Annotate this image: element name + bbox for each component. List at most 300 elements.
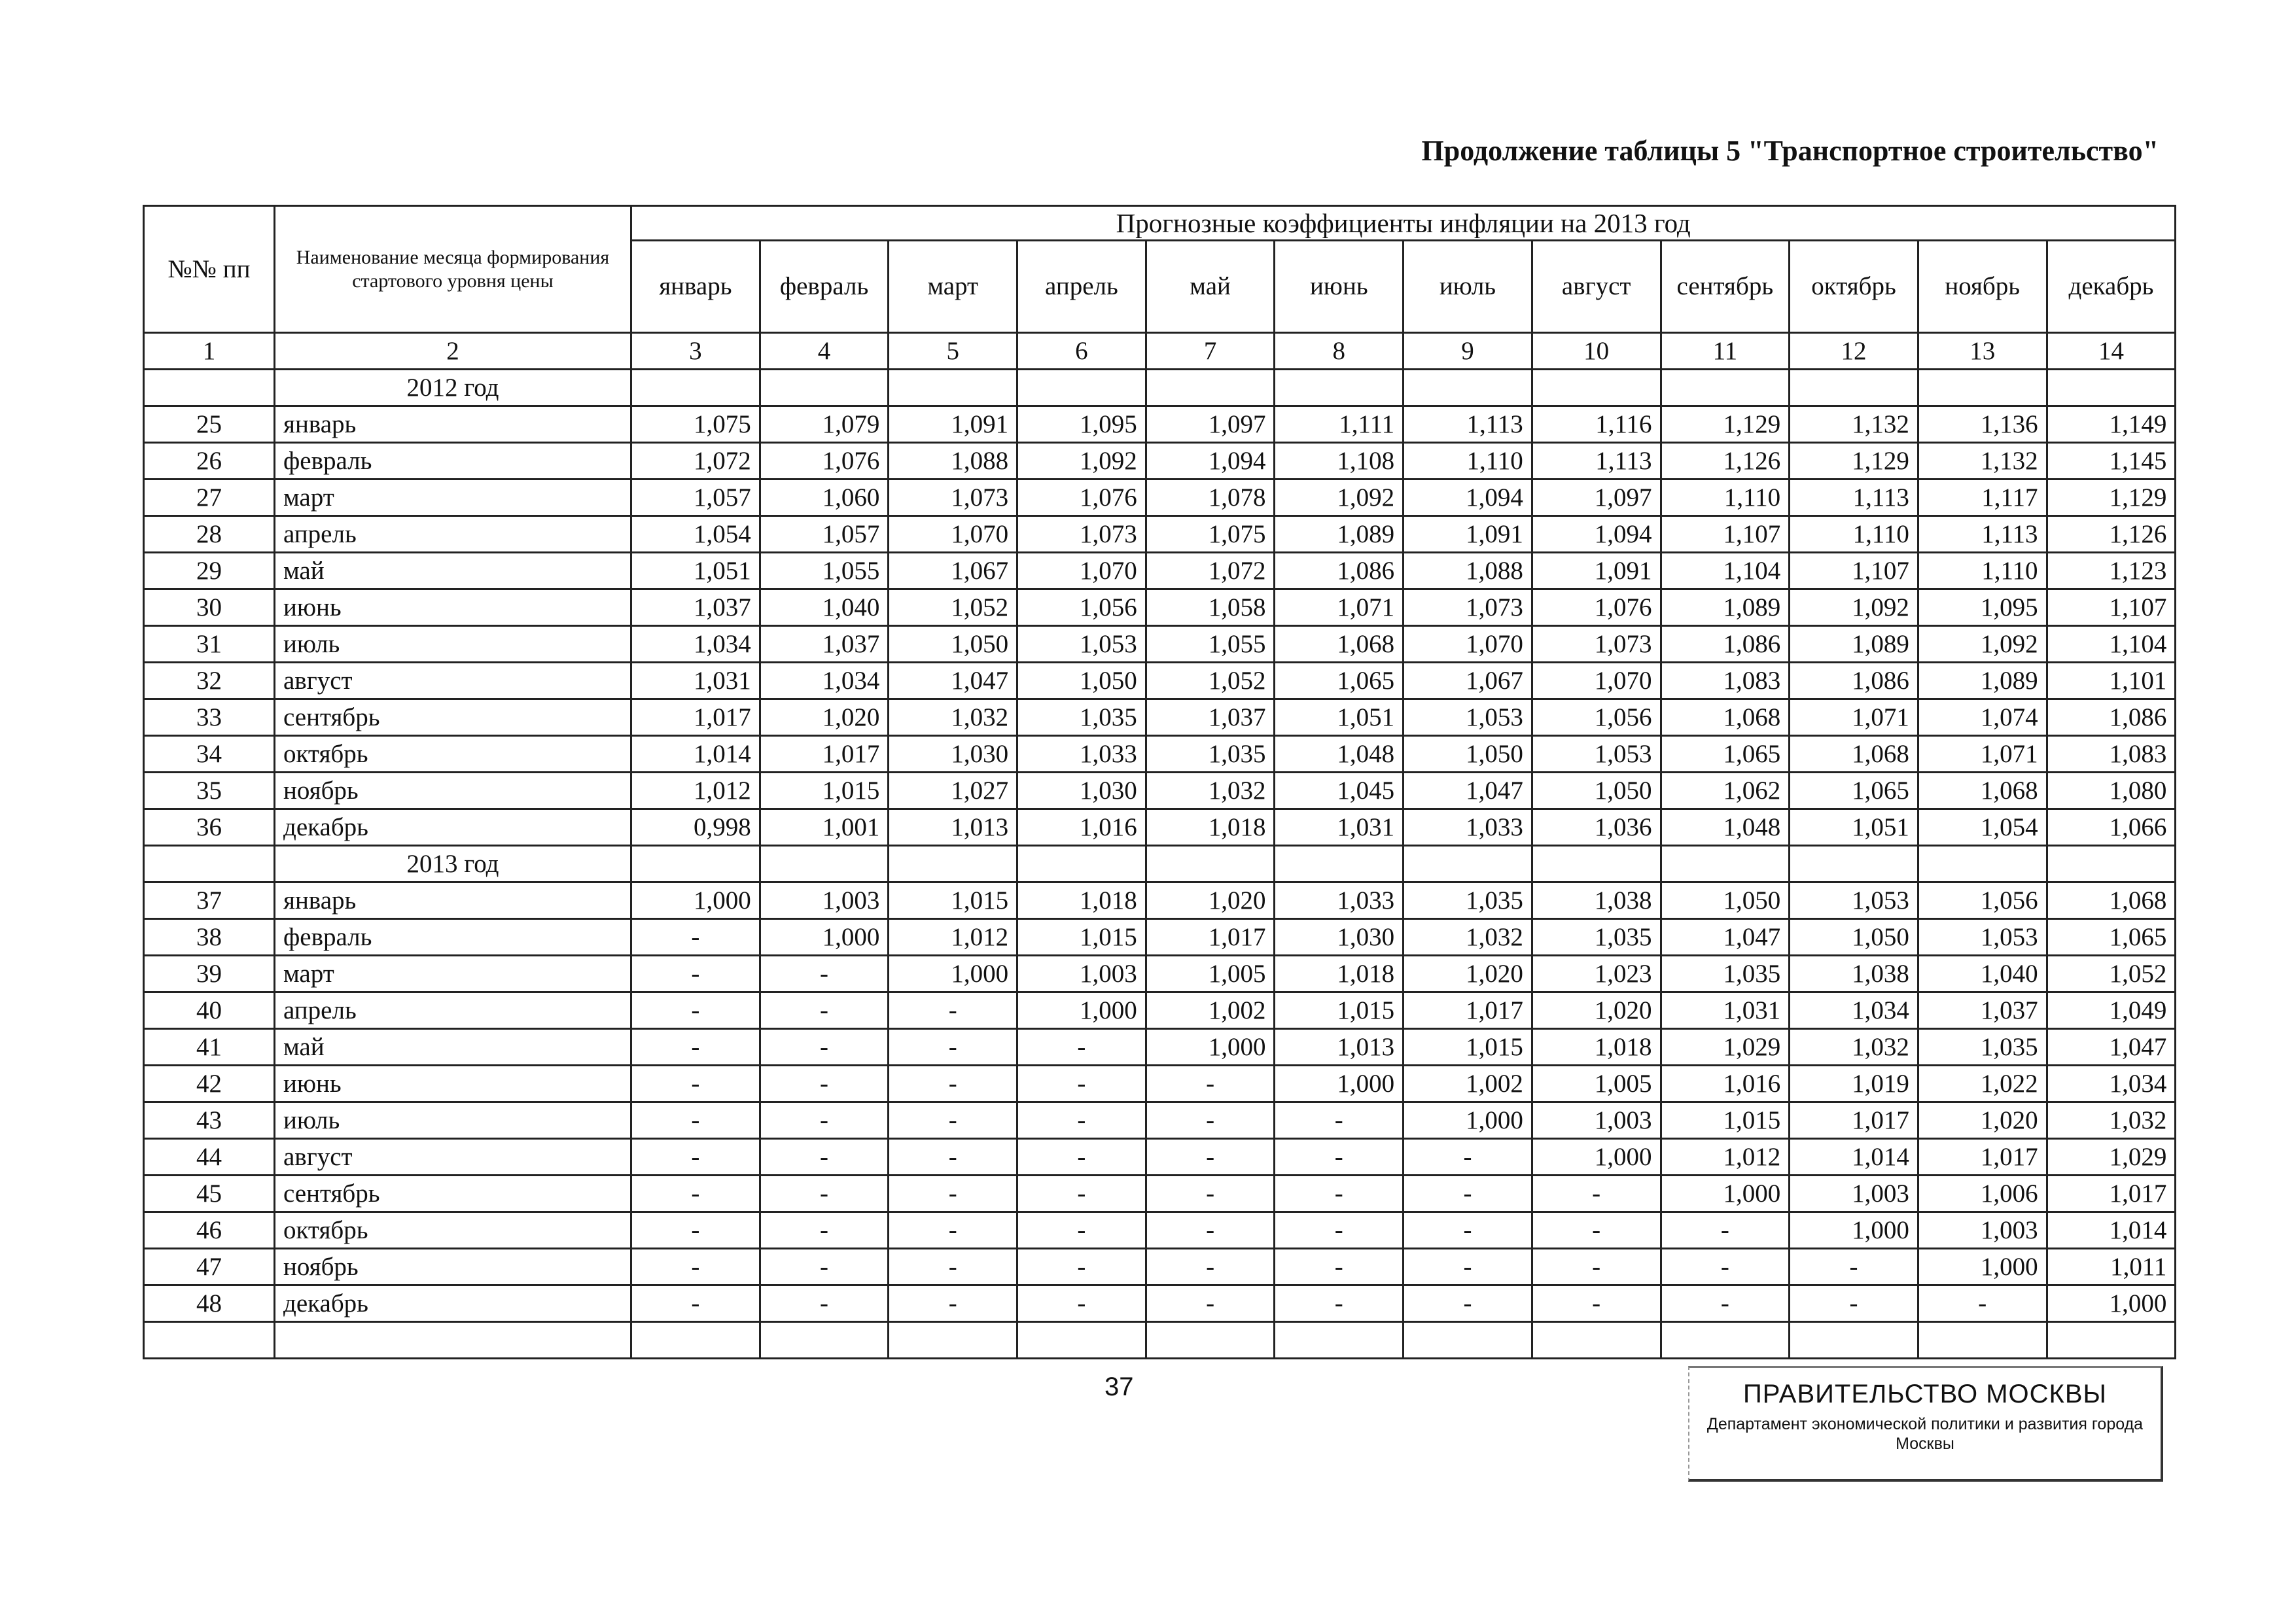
coefficient-cell: 1,113	[1918, 516, 2047, 553]
coefficient-cell: 1,015	[889, 882, 1017, 919]
coefficient-cell: 1,037	[1918, 992, 2047, 1029]
coefficient-cell: 1,097	[1146, 406, 1275, 443]
coefficient-cell: 1,016	[1017, 809, 1146, 846]
coefficient-cell: 1,076	[760, 443, 889, 480]
coefficient-cell: 1,031	[631, 663, 760, 699]
coefficient-cell: 1,053	[1404, 699, 1532, 736]
empty-cell	[2047, 370, 2176, 406]
coefficient-cell: 1,018	[1532, 1029, 1661, 1066]
coefficient-cell: 1,034	[631, 626, 760, 663]
row-number: 46	[144, 1212, 275, 1249]
row-number: 32	[144, 663, 275, 699]
coefficient-cell: 1,050	[1404, 736, 1532, 773]
coefficient-cell: 1,107	[1790, 553, 1918, 589]
coefficient-cell: -	[760, 1102, 889, 1139]
coefficient-cell: -	[760, 1249, 889, 1285]
coefficient-cell: -	[1017, 1285, 1146, 1322]
coefficient-cell: 1,086	[2047, 699, 2176, 736]
coefficient-cell: 1,001	[760, 809, 889, 846]
header-month: апрель	[1017, 241, 1146, 333]
header-month: октябрь	[1790, 241, 1918, 333]
coefficient-cell: -	[760, 1285, 889, 1322]
empty-cell	[1275, 1322, 1404, 1359]
coefficient-cell: 1,005	[1146, 956, 1275, 992]
empty-cell	[1017, 1322, 1146, 1359]
coefficient-cell: 1,089	[1275, 516, 1404, 553]
row-number: 44	[144, 1139, 275, 1176]
coefficient-cell: 1,035	[1146, 736, 1275, 773]
coefficient-cell: 1,107	[1661, 516, 1790, 553]
coefficient-cell: 1,017	[760, 736, 889, 773]
coefficient-cell: 1,071	[1918, 736, 2047, 773]
index-cell: 1	[144, 333, 275, 370]
coefficient-cell: 1,055	[1146, 626, 1275, 663]
coefficient-cell: 1,129	[2047, 480, 2176, 516]
coefficient-cell: 1,110	[1404, 443, 1532, 480]
empty-cell	[1790, 846, 1918, 882]
coefficient-cell: -	[1146, 1066, 1275, 1102]
index-cell: 7	[1146, 333, 1275, 370]
coefficient-cell: 1,003	[1790, 1176, 1918, 1212]
coefficient-cell: 1,058	[1146, 589, 1275, 626]
coefficient-cell: 1,013	[1275, 1029, 1404, 1066]
table-title: Продолжение таблицы 5 "Транспортное строительство"	[1421, 135, 2159, 167]
coefficient-cell: 1,088	[889, 443, 1017, 480]
coefficient-cell: -	[1790, 1249, 1918, 1285]
row-month: май	[275, 553, 631, 589]
table-row	[144, 736, 2176, 773]
coefficient-cell: 1,056	[1017, 589, 1146, 626]
coefficient-cell: -	[631, 1029, 760, 1066]
empty-cell	[631, 1322, 760, 1359]
row-number: 35	[144, 773, 275, 809]
coefficient-cell: -	[1404, 1212, 1532, 1249]
coefficient-cell: 1,012	[889, 919, 1017, 956]
coefficient-cell: 1,062	[1661, 773, 1790, 809]
coefficient-cell: 1,071	[1275, 589, 1404, 626]
coefficient-cell: 1,031	[1661, 992, 1790, 1029]
row-month: июнь	[275, 589, 631, 626]
empty-cell	[1661, 846, 1790, 882]
empty-cell	[2047, 846, 2176, 882]
coefficient-cell: 1,040	[760, 589, 889, 626]
empty-cell	[1532, 1322, 1661, 1359]
coefficient-cell: -	[1017, 1066, 1146, 1102]
coefficient-cell: 1,030	[889, 736, 1017, 773]
coefficient-cell: -	[631, 1285, 760, 1322]
row-number: 47	[144, 1249, 275, 1285]
coefficient-cell: 1,032	[1404, 919, 1532, 956]
coefficient-cell: 1,067	[1404, 663, 1532, 699]
coefficient-cell: 1,020	[1146, 882, 1275, 919]
coefficient-cell: 1,023	[1532, 956, 1661, 992]
table-row	[144, 443, 2176, 480]
coefficient-cell: 1,037	[1146, 699, 1275, 736]
coefficient-cell: 1,002	[1146, 992, 1275, 1029]
coefficient-cell: -	[1532, 1212, 1661, 1249]
coefficient-cell: 1,018	[1146, 809, 1275, 846]
index-cell: 2	[275, 333, 631, 370]
coefficient-cell: 1,035	[1661, 956, 1790, 992]
coefficient-cell: -	[1790, 1285, 1918, 1322]
empty-cell	[631, 370, 760, 406]
coefficient-cell: 1,129	[1661, 406, 1790, 443]
coefficient-cell: 1,065	[1790, 773, 1918, 809]
table-row	[144, 992, 2176, 1029]
coefficient-cell: -	[889, 1066, 1017, 1102]
coefficient-cell: 1,000	[1275, 1066, 1404, 1102]
coefficient-cell: 1,070	[1404, 626, 1532, 663]
row-number: 43	[144, 1102, 275, 1139]
row-month: июль	[275, 626, 631, 663]
coefficient-cell: 1,145	[2047, 443, 2176, 480]
coefficient-cell: 1,073	[1017, 516, 1146, 553]
coefficient-cell: 1,051	[1275, 699, 1404, 736]
empty-cell	[1017, 846, 1146, 882]
table-row	[144, 882, 2176, 919]
coefficient-cell: 1,075	[1146, 516, 1275, 553]
coefficient-cell: 1,117	[1918, 480, 2047, 516]
index-cell: 6	[1017, 333, 1146, 370]
coefficient-cell: 1,037	[760, 626, 889, 663]
coefficient-cell: 1,048	[1275, 736, 1404, 773]
coefficient-cell: 1,053	[1790, 882, 1918, 919]
coefficient-cell: -	[1404, 1249, 1532, 1285]
coefficient-cell: -	[1017, 1249, 1146, 1285]
coefficient-cell: 1,018	[1017, 882, 1146, 919]
coefficient-cell: 1,126	[2047, 516, 2176, 553]
coefficient-cell: 1,050	[1017, 663, 1146, 699]
coefficient-cell: 1,110	[1661, 480, 1790, 516]
empty-cell	[760, 846, 889, 882]
table-row	[144, 553, 2176, 589]
coefficient-cell: 0,998	[631, 809, 760, 846]
empty-cell	[275, 1322, 631, 1359]
coefficient-cell: 1,017	[1146, 919, 1275, 956]
inflation-table	[143, 205, 2176, 1359]
coefficient-cell: 1,052	[2047, 956, 2176, 992]
coefficient-cell: -	[1404, 1285, 1532, 1322]
coefficient-cell: -	[1275, 1285, 1404, 1322]
coefficient-cell: 1,050	[1532, 773, 1661, 809]
empty-cell	[1918, 370, 2047, 406]
coefficient-cell: 1,111	[1275, 406, 1404, 443]
coefficient-cell: 1,017	[631, 699, 760, 736]
coefficient-cell: 1,036	[1532, 809, 1661, 846]
empty-cell	[1918, 1322, 2047, 1359]
row-month: декабрь	[275, 1285, 631, 1322]
coefficient-cell: 1,073	[1532, 626, 1661, 663]
coefficient-cell: 1,032	[2047, 1102, 2176, 1139]
row-number: 30	[144, 589, 275, 626]
coefficient-cell: -	[889, 1176, 1017, 1212]
coefficient-cell: 1,020	[1918, 1102, 2047, 1139]
empty-cell	[1790, 1322, 1918, 1359]
row-month: февраль	[275, 919, 631, 956]
coefficient-cell: 1,104	[1661, 553, 1790, 589]
coefficient-cell: 1,020	[1532, 992, 1661, 1029]
empty-cell	[1146, 846, 1275, 882]
section-row	[144, 370, 2176, 406]
coefficient-cell: -	[1918, 1285, 2047, 1322]
header-month: сентябрь	[1661, 241, 1790, 333]
empty-cell	[1146, 1322, 1275, 1359]
table-row	[144, 589, 2176, 626]
coefficient-cell: 1,017	[1918, 1139, 2047, 1176]
empty-cell	[889, 1322, 1017, 1359]
empty-cell	[760, 1322, 889, 1359]
coefficient-cell: 1,068	[1790, 736, 1918, 773]
row-number: 26	[144, 443, 275, 480]
empty-cell	[1275, 846, 1404, 882]
coefficient-cell: 1,101	[2047, 663, 2176, 699]
coefficient-cell: 1,035	[1918, 1029, 2047, 1066]
coefficient-cell: 1,092	[1275, 480, 1404, 516]
coefficient-cell: 1,053	[1017, 626, 1146, 663]
empty-cell	[1532, 846, 1661, 882]
coefficient-cell: 1,074	[1918, 699, 2047, 736]
coefficient-cell: -	[1017, 1029, 1146, 1066]
empty-cell	[2047, 1322, 2176, 1359]
index-cell: 10	[1532, 333, 1661, 370]
coefficient-cell: 1,015	[1017, 919, 1146, 956]
coefficient-cell: 1,029	[2047, 1139, 2176, 1176]
coefficient-cell: -	[760, 1176, 889, 1212]
row-month: сентябрь	[275, 699, 631, 736]
coefficient-cell: 1,047	[889, 663, 1017, 699]
coefficient-cell: 1,056	[1918, 882, 2047, 919]
coefficient-cell: 1,068	[1275, 626, 1404, 663]
header-num: №№ пп	[144, 206, 275, 333]
coefficient-cell: 1,032	[889, 699, 1017, 736]
row-number: 37	[144, 882, 275, 919]
empty-cell	[144, 1322, 275, 1359]
coefficient-cell: 1,030	[1275, 919, 1404, 956]
coefficient-cell: 1,065	[1275, 663, 1404, 699]
coefficient-cell: -	[889, 1102, 1017, 1139]
coefficient-cell: 1,014	[2047, 1212, 2176, 1249]
coefficient-cell: 1,031	[1275, 809, 1404, 846]
coefficient-cell: 1,033	[1404, 809, 1532, 846]
table-body	[144, 333, 2176, 1359]
coefficient-cell: 1,095	[1918, 589, 2047, 626]
coefficient-cell: 1,030	[1017, 773, 1146, 809]
empty-cell	[889, 846, 1017, 882]
coefficient-cell: -	[889, 992, 1017, 1029]
table-row	[144, 516, 2176, 553]
row-month: декабрь	[275, 809, 631, 846]
coefficient-cell: 1,034	[760, 663, 889, 699]
row-month: ноябрь	[275, 1249, 631, 1285]
coefficient-cell: 1,015	[1404, 1029, 1532, 1066]
section-blank	[144, 370, 275, 406]
coefficient-cell: 1,035	[1404, 882, 1532, 919]
coefficient-cell: 1,017	[2047, 1176, 2176, 1212]
coefficient-cell: 1,089	[1918, 663, 2047, 699]
empty-cell	[760, 370, 889, 406]
coefficient-cell: 1,047	[2047, 1029, 2176, 1066]
index-cell: 4	[760, 333, 889, 370]
coefficient-cell: 1,029	[1661, 1029, 1790, 1066]
table-row	[144, 1029, 2176, 1066]
coefficient-cell: 1,012	[1661, 1139, 1790, 1176]
table-row	[144, 956, 2176, 992]
coefficient-cell: 1,060	[760, 480, 889, 516]
row-number: 36	[144, 809, 275, 846]
coefficient-cell: -	[760, 956, 889, 992]
coefficient-cell: 1,033	[1017, 736, 1146, 773]
coefficient-cell: -	[1017, 1176, 1146, 1212]
table-row	[144, 406, 2176, 443]
coefficient-cell: 1,000	[1146, 1029, 1275, 1066]
coefficient-cell: 1,065	[2047, 919, 2176, 956]
table-row	[144, 1139, 2176, 1176]
table-row	[144, 809, 2176, 846]
header-month: июнь	[1275, 241, 1404, 333]
coefficient-cell: 1,055	[760, 553, 889, 589]
coefficient-cell: 1,038	[1532, 882, 1661, 919]
table-row	[144, 1176, 2176, 1212]
coefficient-cell: 1,108	[1275, 443, 1404, 480]
coefficient-cell: 1,027	[889, 773, 1017, 809]
row-month: сентябрь	[275, 1176, 631, 1212]
coefficient-cell: -	[1661, 1285, 1790, 1322]
coefficient-cell: 1,034	[2047, 1066, 2176, 1102]
coefficient-cell: -	[1146, 1212, 1275, 1249]
header-month: май	[1146, 241, 1275, 333]
coefficient-cell: -	[1275, 1249, 1404, 1285]
coefficient-cell: -	[1146, 1249, 1275, 1285]
header-name: Наименование месяца формирования стартового уровня цены	[275, 206, 631, 333]
coefficient-cell: 1,116	[1532, 406, 1661, 443]
coefficient-cell: 1,035	[1532, 919, 1661, 956]
header-month: февраль	[760, 241, 889, 333]
row-number: 34	[144, 736, 275, 773]
coefficient-cell: -	[631, 1212, 760, 1249]
row-number: 39	[144, 956, 275, 992]
table-row	[144, 626, 2176, 663]
coefficient-cell: -	[889, 1212, 1017, 1249]
coefficient-cell: 1,052	[1146, 663, 1275, 699]
coefficient-cell: -	[889, 1029, 1017, 1066]
coefficient-cell: 1,000	[1532, 1139, 1661, 1176]
coefficient-cell: 1,045	[1275, 773, 1404, 809]
coefficient-cell: 1,005	[1532, 1066, 1661, 1102]
empty-cell	[1017, 370, 1146, 406]
coefficient-cell: 1,015	[1275, 992, 1404, 1029]
row-number: 31	[144, 626, 275, 663]
coefficient-cell: 1,051	[1790, 809, 1918, 846]
coefficient-cell: 1,014	[631, 736, 760, 773]
coefficient-cell: 1,149	[2047, 406, 2176, 443]
coefficient-cell: 1,073	[1404, 589, 1532, 626]
coefficient-cell: 1,086	[1661, 626, 1790, 663]
empty-cell	[1146, 370, 1275, 406]
empty-row	[144, 1322, 2176, 1359]
header-month: ноябрь	[1918, 241, 2047, 333]
coefficient-cell: 1,113	[1404, 406, 1532, 443]
coefficient-cell: 1,071	[1790, 699, 1918, 736]
coefficient-cell: 1,048	[1661, 809, 1790, 846]
empty-cell	[1404, 1322, 1532, 1359]
coefficient-cell: 1,017	[1404, 992, 1532, 1029]
table-row	[144, 1212, 2176, 1249]
coefficient-cell: 1,094	[1404, 480, 1532, 516]
coefficient-cell: 1,083	[2047, 736, 2176, 773]
empty-cell	[1532, 370, 1661, 406]
row-number: 38	[144, 919, 275, 956]
coefficient-cell: -	[889, 1249, 1017, 1285]
table-row	[144, 1249, 2176, 1285]
coefficient-cell: -	[1404, 1176, 1532, 1212]
table-row	[144, 480, 2176, 516]
coefficient-cell: 1,000	[760, 919, 889, 956]
coefficient-cell: -	[1146, 1285, 1275, 1322]
coefficient-cell: 1,089	[1790, 626, 1918, 663]
section-row	[144, 846, 2176, 882]
row-number: 48	[144, 1285, 275, 1322]
index-cell: 14	[2047, 333, 2176, 370]
coefficient-cell: -	[1532, 1285, 1661, 1322]
index-cell: 3	[631, 333, 760, 370]
coefficient-cell: 1,080	[2047, 773, 2176, 809]
coefficient-cell: 1,113	[1790, 480, 1918, 516]
coefficient-cell: 1,066	[2047, 809, 2176, 846]
coefficient-cell: 1,097	[1532, 480, 1661, 516]
coefficient-cell: 1,068	[2047, 882, 2176, 919]
coefficient-cell: 1,089	[1661, 589, 1790, 626]
coefficient-cell: 1,049	[2047, 992, 2176, 1029]
coefficient-cell: 1,032	[1790, 1029, 1918, 1066]
coefficient-cell: 1,002	[1404, 1066, 1532, 1102]
coefficient-cell: -	[631, 919, 760, 956]
empty-cell	[1275, 370, 1404, 406]
coefficient-cell: -	[1017, 1102, 1146, 1139]
coefficient-cell: 1,032	[1146, 773, 1275, 809]
row-number: 41	[144, 1029, 275, 1066]
row-month: март	[275, 956, 631, 992]
coefficient-cell: 1,110	[1790, 516, 1918, 553]
stamp-line2: Департамент экономической политики и развития города Москвы	[1706, 1415, 2144, 1453]
header-month: август	[1532, 241, 1661, 333]
row-month: ноябрь	[275, 773, 631, 809]
coefficient-cell: 1,088	[1404, 553, 1532, 589]
index-cell: 5	[889, 333, 1017, 370]
coefficient-cell: -	[760, 1066, 889, 1102]
coefficient-cell: -	[1532, 1249, 1661, 1285]
coefficient-cell: 1,015	[1661, 1102, 1790, 1139]
coefficient-cell: 1,079	[760, 406, 889, 443]
coefficient-cell: -	[1275, 1102, 1404, 1139]
coefficient-cell: 1,034	[1790, 992, 1918, 1029]
department-stamp	[1688, 1366, 2163, 1482]
coefficient-cell: 1,015	[760, 773, 889, 809]
coefficient-cell: 1,016	[1661, 1066, 1790, 1102]
coefficient-cell: -	[1017, 1139, 1146, 1176]
coefficient-cell: 1,094	[1532, 516, 1661, 553]
index-cell: 13	[1918, 333, 2047, 370]
row-number: 29	[144, 553, 275, 589]
row-number: 42	[144, 1066, 275, 1102]
coefficient-cell: -	[631, 1176, 760, 1212]
coefficient-cell: 1,092	[1017, 443, 1146, 480]
coefficient-cell: 1,050	[889, 626, 1017, 663]
coefficient-cell: 1,113	[1532, 443, 1661, 480]
table-row	[144, 1066, 2176, 1102]
coefficient-cell: 1,013	[889, 809, 1017, 846]
empty-cell	[889, 370, 1017, 406]
index-row	[144, 333, 2176, 370]
